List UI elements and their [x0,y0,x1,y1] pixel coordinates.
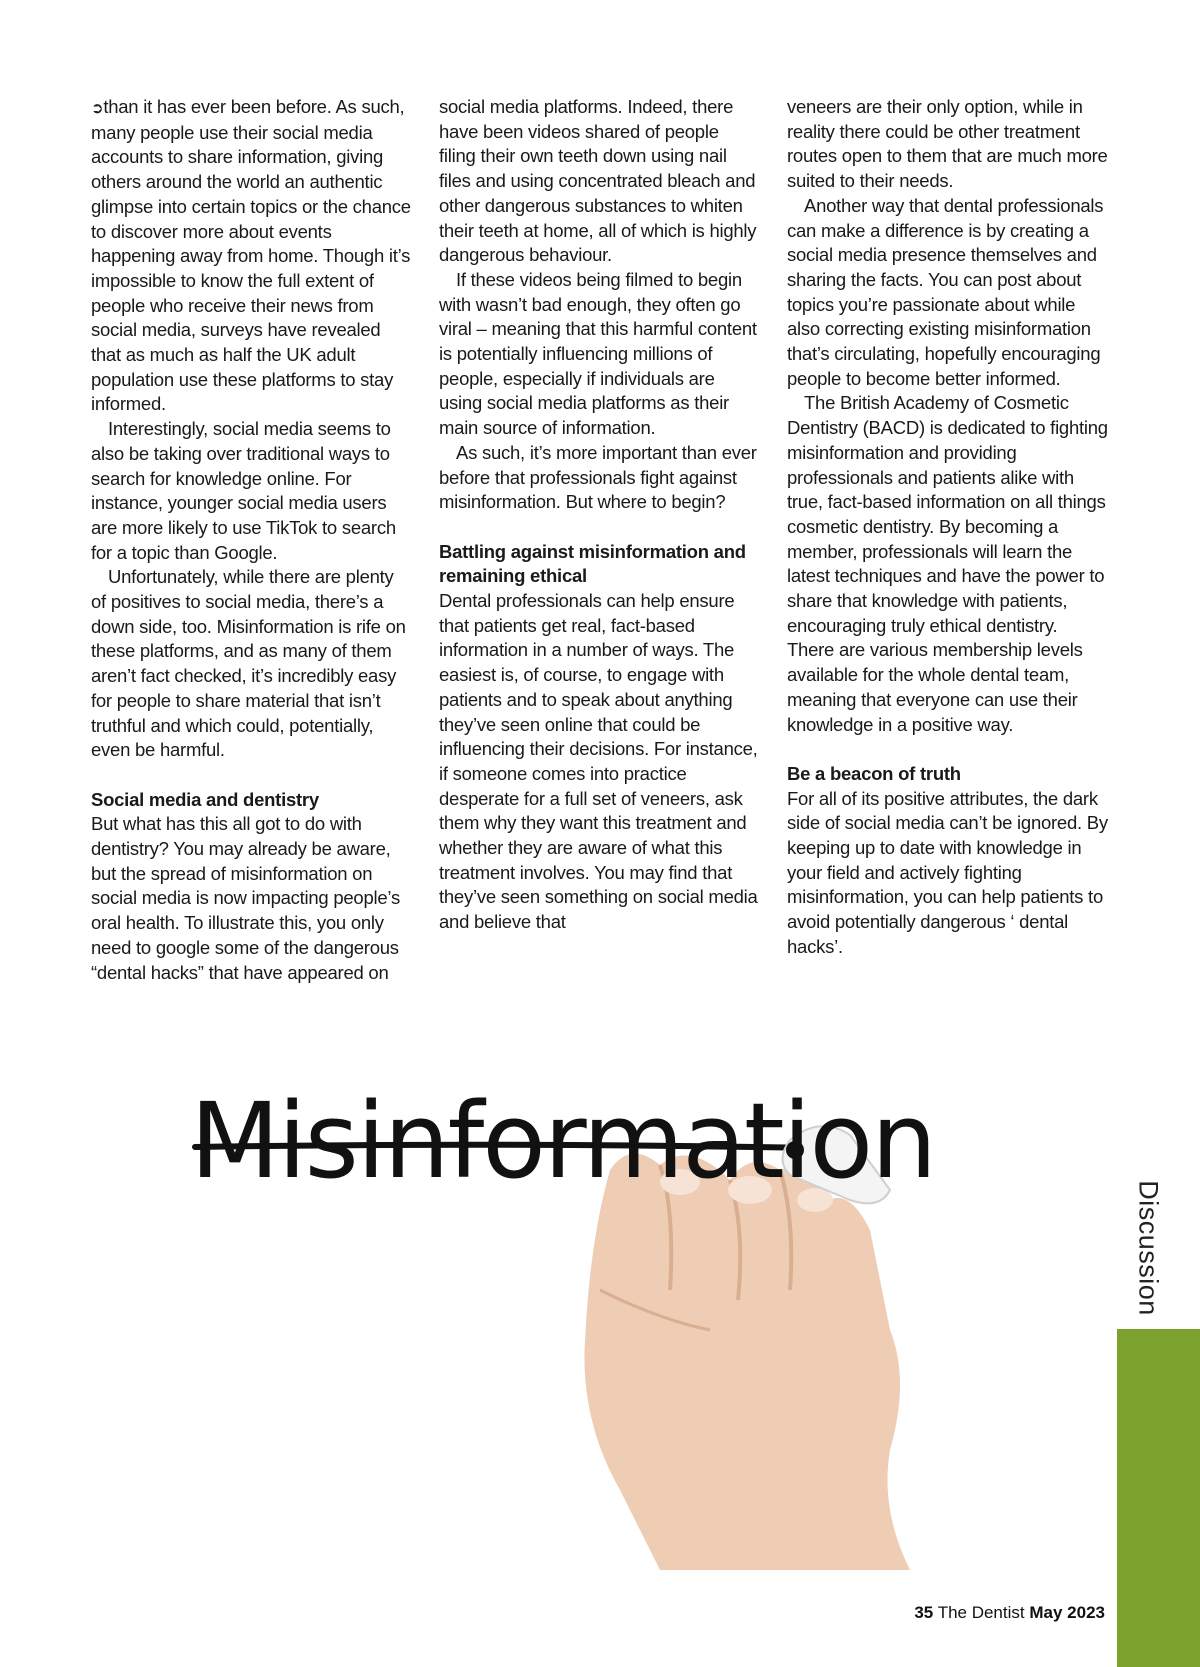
paragraph: social media platforms. Indeed, there have been videos shared of people filing their own teeth down using nail files and using concentrated bleach and other dangerous substances to whiten their teeth at home, all of which is highly dangerous behaviour. [439,96,757,266]
section-side-label [1128,1180,1168,1315]
continued-arrow-icon: ➲ [91,99,104,117]
misinformation-illustration [190,1080,1010,1570]
article-columns [91,95,1111,985]
paragraph: veneers are their only option, while in reality there could be other treatment routes open to them that are much more suited to their needs. [787,96,1108,192]
paragraph: As such, it’s more important than ever before that professionals fight against misinformation. But where to begin? [439,441,757,513]
paragraph: But what has this all got to do with dentistry? You may already be aware, but the spread of misinformation on social media is now impacting people’s oral health. To illustrate this, you only need to google some of the dangerous “dental hacks” that have appeared on [91,813,400,983]
paragraph-text: than it has ever been before. As such, many people use their social media accounts to share information, giving others around the world an authentic glimpse into certain topics or the chance to discover more about events happening away from home. Though it’s impossible to know the full extent of people who receive their news from social media, surveys have revealed that as much as half the UK adult population use these platforms to stay informed. [91,96,411,415]
column-3 [787,95,1108,985]
column-1 [91,95,412,985]
section-heading: Battling against misinformation and remaining ethical [439,540,746,587]
paragraph [91,95,412,417]
issue-year: 2023 [1067,1603,1105,1622]
paragraph: Dental professionals can help ensure that patients get real, fact-based information in a number of ways. The easiest is, of course, to engage with patients and to speak about anything they’ve seen online that could be influencing their decisions. For instance, if someone comes into practice desperate for a full set of veneers, ask them why they want this treatment and whether they are aware of what this treatment involves. You may find that they’ve seen something on social media and believe that [439,590,758,933]
paragraph: For all of its positive attributes, the dark side of social media can’t be ignored. By keeping up to date with knowledge in your field and actively fighting misinformation, you can help patients to avoid potentially dangerous ‘ dental hacks’. [787,787,1108,957]
section-heading: Social media and dentistry [91,788,319,810]
section-heading: Be a beacon of truth [787,762,961,784]
misinformation-word: Misinformation [190,1080,936,1202]
paragraph: If these videos being filmed to begin with wasn’t bad enough, they often go viral – meaning that this harmful content is potentially influencing millions of people, especially if individuals are using social media platforms as their main source of information. [439,268,757,439]
paragraph: Unfortunately, while there are plenty of positives to social media, there’s a down side, too. Misinformation is rife on these platforms, and as many of them aren’t fact checked, it’s incredibly easy for people to share material that isn’t truthful and which could, potentially, even be harmful. [91,566,406,761]
paragraph: The British Academy of Cosmetic Dentistry (BACD) is dedicated to fighting misinformation and providing professionals and patients alike with true, fact-based information on all things cosmetic dentistry. By becoming a member, professionals will learn the latest techniques and have the power to share that knowledge with patients, encouraging truly ethical dentistry. There are various membership levels available for the whole dental team, meaning that everyone can use their knowledge in a positive way. [787,392,1108,735]
column-2 [439,95,760,985]
magazine-name: The Dentist [937,1603,1025,1622]
paragraph: Interestingly, social media seems to also be taking over traditional ways to search for knowledge online. For instance, younger social media users are more likely to use TikTok to search for a topic than Google. [91,418,396,563]
page-footer [914,1603,1105,1623]
paragraph: Another way that dental professionals can make a difference is by creating a social media presence themselves and sharing the facts. You can post about topics you’re passionate about while also correcting existing misinformation that’s circulating, hopefully encouraging people to become better informed. [787,194,1104,389]
section-label-text: Discussion [1133,1179,1164,1316]
issue-month: May [1029,1603,1063,1622]
section-color-tab [1117,1329,1200,1667]
page-number: 35 [914,1603,934,1622]
